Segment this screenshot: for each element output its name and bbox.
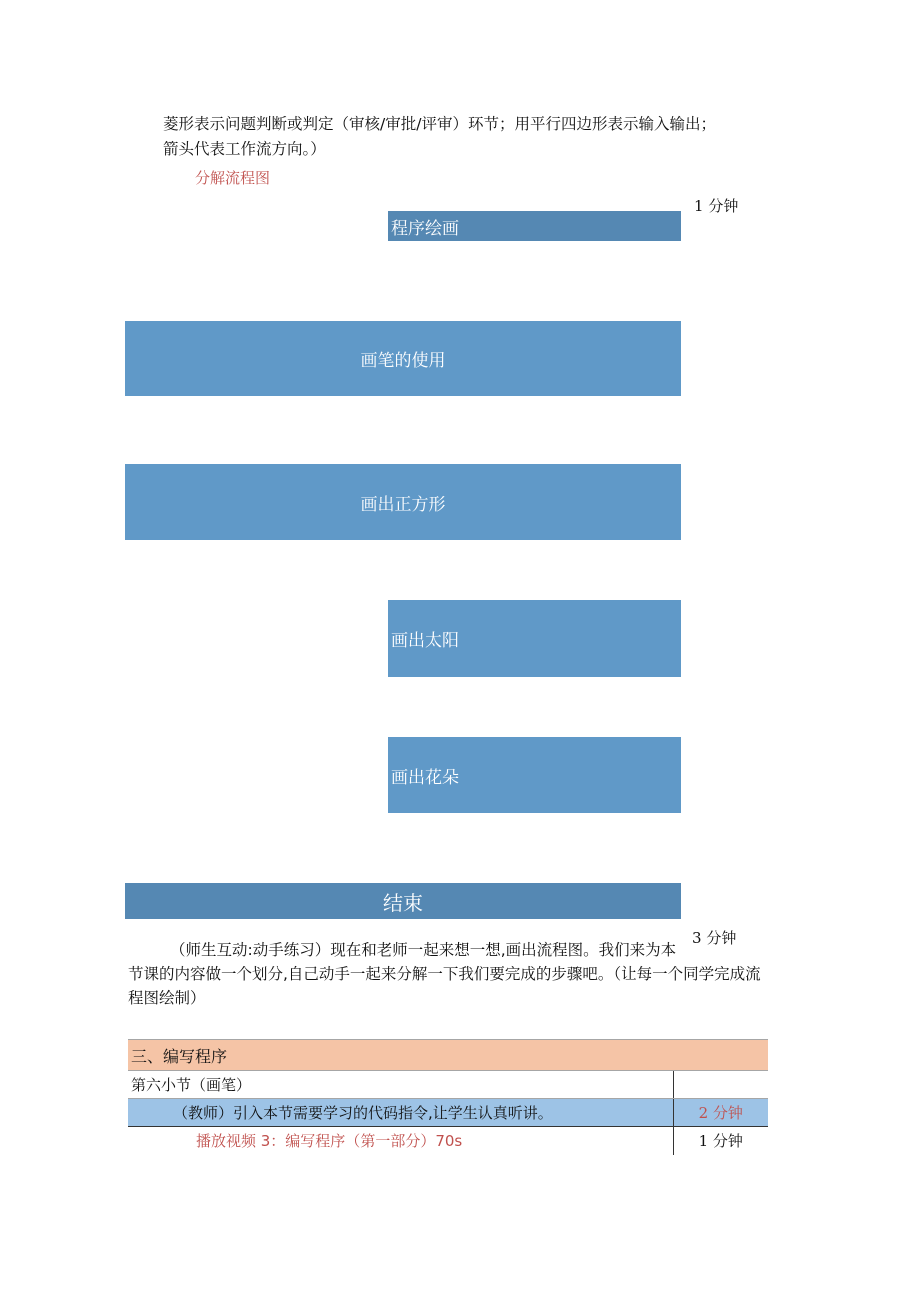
flowchart-draw-sun-label: 画出太阳 [391, 631, 459, 651]
flowchart-program-drawing-label: 程序绘画 [391, 218, 459, 239]
video-row-time [673, 1127, 768, 1155]
time-1-minute [694, 195, 738, 216]
interaction-line-1: （师生互动:动手练习）现在和老师一起来想一想,画出流程图。我们来为本 [170, 941, 677, 959]
flowchart-end [125, 883, 681, 919]
flowchart-draw-square [125, 464, 681, 540]
video-row-time-unit: 分钟 [708, 1132, 743, 1151]
flowchart-pen-usage [125, 321, 681, 396]
decompose-flowchart-label: 分解流程图 [195, 169, 271, 187]
section-title: 三、编写程序 [128, 1040, 768, 1071]
flowchart-end-label: 结束 [383, 890, 423, 915]
time-1-num: 1 [694, 197, 704, 215]
subsection-row [128, 1071, 768, 1099]
subsection-title: 第六小节（画笔） [128, 1071, 673, 1099]
video-row-text: 播放视频 3：编写程序（第一部分）70s [196, 1132, 463, 1151]
flowchart-pen-usage-label: 画笔的使用 [360, 351, 446, 371]
time-1-unit: 分钟 [703, 197, 739, 215]
interaction-line-2: 节课的内容做一个划分,自己动手一起来分解一下我们要完成的步骤吧。（让每一个同学完成流 [128, 965, 761, 983]
time-3-minutes [692, 927, 736, 948]
interaction-line-3: 程图绘制） [128, 989, 206, 1007]
teacher-row [128, 1099, 768, 1127]
time-3-num: 3 [692, 929, 702, 947]
subsection-time [673, 1071, 768, 1099]
flowchart-draw-flower-label: 画出花朵 [391, 767, 459, 788]
intro-line-2: 箭头代表工作流方向。） [163, 140, 326, 158]
teacher-row-text: （教师）引入本节需要学习的代码指令,让学生认真听讲。 [128, 1099, 673, 1127]
lesson-plan-table [128, 1039, 768, 1155]
teacher-row-time: 2 分钟 [673, 1099, 768, 1127]
video-row-time-num: 1 [698, 1132, 709, 1151]
intro-line-1: 菱形表示问题判断或判定（审核/审批/评审）环节；用平行四边形表示输入输出； [163, 115, 716, 133]
flowchart-draw-square-label: 画出正方形 [360, 494, 446, 515]
flowchart-draw-sun [388, 600, 681, 677]
time-3-unit: 分钟 [701, 929, 737, 947]
flowchart-program-drawing [388, 211, 681, 241]
section-row [128, 1040, 768, 1071]
video-row [128, 1127, 768, 1155]
flowchart-draw-flower [388, 737, 681, 813]
